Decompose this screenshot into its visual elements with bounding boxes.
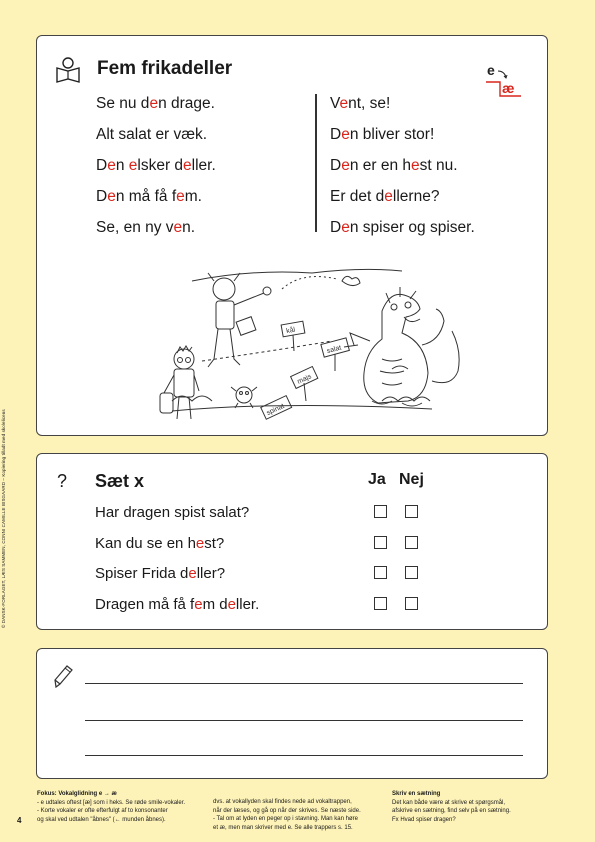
quiz-title: Sæt x [95, 471, 145, 491]
footer-col2-line: dvs. at vokallyden skal findes nede ad vokaltrappen, [213, 799, 352, 805]
highlighted-vowel: e [195, 534, 205, 552]
checkbox-nej[interactable] [405, 536, 418, 549]
quiz-card [36, 453, 548, 630]
question-mark-icon: ? [57, 471, 68, 491]
quiz-question [95, 596, 259, 627]
text-run: n. [182, 219, 196, 236]
reading-line [330, 187, 475, 218]
text-run: Spiser Frida d [95, 565, 189, 582]
text-run: st nu. [419, 157, 458, 174]
highlighted-vowel: e [384, 188, 393, 205]
text-run: n må få f [115, 188, 177, 205]
text-run: V [330, 95, 340, 112]
highlighted-vowel: e [194, 595, 203, 613]
footer-col3-line: Det kan både være at skrive et spørgsmål, [392, 799, 506, 806]
text-run: Se nu d [96, 95, 150, 112]
highlighted-vowel: e [173, 219, 183, 236]
text-run: nt, se! [348, 95, 391, 112]
footer-col1-head: Fokus: Vokalglidning e → æ [37, 791, 117, 797]
footer-col1-line: og skal ved udtalen "åbnes" (← munden åbnes). [37, 816, 166, 823]
text-run: n spiser og spiser. [349, 219, 475, 236]
writing-card [36, 648, 548, 779]
text-run: ller? [196, 565, 226, 582]
text-run: llerne? [392, 188, 440, 205]
column-divider [315, 94, 317, 232]
highlighted-vowel: e [341, 157, 350, 174]
checkbox-nej[interactable] [405, 566, 418, 579]
text-run: Er det d [330, 188, 385, 205]
question-list [95, 504, 259, 626]
text-run: st? [204, 534, 225, 552]
quiz-question [95, 535, 259, 566]
reading-line [330, 94, 475, 125]
highlighted-vowel: e [188, 565, 197, 582]
highlighted-vowel: e [227, 595, 236, 613]
text-run: n [115, 157, 129, 174]
page-number: 4 [17, 816, 22, 825]
footer-col-3 [392, 790, 511, 824]
text-run: m. [184, 188, 202, 205]
ja-header: Ja [368, 471, 386, 488]
footer-col3-head: Skriv en sætning [392, 791, 441, 797]
checkbox-nej[interactable] [405, 505, 418, 518]
vowel-shift-badge [483, 62, 525, 98]
text-run: D [96, 157, 108, 174]
text-run: D [330, 219, 342, 236]
text-run: n drage. [158, 95, 215, 112]
sign-kal: kål [285, 326, 296, 336]
text-run: D [96, 188, 108, 205]
checkbox-ja[interactable] [374, 505, 387, 518]
footer-col-2 [213, 798, 361, 832]
quiz-question [95, 565, 259, 596]
reading-card [36, 35, 548, 436]
highlighted-vowel: e [411, 157, 420, 174]
reading-line [96, 94, 216, 125]
quiz-question [95, 504, 259, 535]
badge-e-text: e [487, 62, 495, 78]
footer-col2-line: et æ, men man skriver med e. Se alle trappers s. 15. [213, 824, 353, 831]
highlighted-vowel: e [341, 126, 350, 143]
text-run: ller. [235, 595, 260, 613]
highlighted-vowel: e [341, 219, 350, 236]
highlighted-vowel: e [183, 157, 192, 174]
highlighted-vowel: e [339, 95, 349, 112]
writing-line-3[interactable] [85, 755, 523, 756]
text-run: n er en h [349, 157, 412, 174]
writing-line-2[interactable] [85, 720, 523, 721]
footer-col1-line: - Korte vokaler er ofte efterfulgt af to konsonanter [37, 808, 168, 814]
text-run: ller. [191, 157, 216, 174]
footer-col3-line: afskrive en sætning, find selv på en sætning. [392, 808, 511, 814]
pencil-icon [52, 663, 74, 689]
footer-col2-line: når der læses, og gå op når der skrives. Se næste side. [213, 807, 361, 814]
sign-salat: salat [326, 344, 343, 356]
text-run: Dragen må få f [95, 595, 195, 613]
nej-header: Nej [399, 471, 424, 488]
text-run: D [330, 126, 342, 143]
sign-majs: majs [296, 373, 313, 386]
text-run: Har dragen spist salat? [95, 504, 250, 521]
footer-col3-line: Fx Hvad spiser dragen? [392, 816, 456, 823]
reading-line [330, 125, 475, 156]
highlighted-vowel: e [107, 157, 116, 174]
reading-line [96, 125, 216, 156]
text-run: lsker d [137, 157, 184, 174]
highlighted-vowel: e [176, 188, 185, 205]
checkbox-nej[interactable] [405, 597, 418, 610]
checkbox-ja[interactable] [374, 536, 387, 549]
highlighted-vowel: e [128, 157, 138, 174]
reading-title: Fem frikadeller [97, 58, 233, 79]
text-run: D [330, 157, 342, 174]
sign-spinat: spinat [265, 402, 286, 418]
copyright-side-text: © DANSK-FORLAGET, LÆS SAMMEN, CONNI CAMILLE BISGAARD – Kopiering tilladt med skolelicens [1, 409, 6, 628]
badge-ae-text: æ [502, 80, 515, 96]
footer-col2-line: - Tal om at lyden en peger op i stavning. Man kan høre [213, 816, 358, 822]
text-run: Alt salat er væk. [96, 126, 208, 143]
footer-col1-line: - e udtales oftest [æ] som i heks. Se røde smile-vokaler. [37, 799, 186, 806]
reading-child-icon [54, 56, 82, 84]
checkbox-ja[interactable] [374, 597, 387, 610]
checkbox-ja[interactable] [374, 566, 387, 579]
text-run: n bliver stor! [349, 126, 435, 143]
dragon-garden-illustration [132, 241, 472, 426]
left-text-column [96, 94, 216, 249]
text-run: m d [202, 595, 228, 613]
reading-line [330, 156, 475, 187]
text-run: Kan du se en h [95, 534, 196, 552]
highlighted-vowel: e [107, 188, 116, 205]
highlighted-vowel: e [149, 95, 159, 112]
footer-col-1 [37, 790, 185, 824]
right-text-column [330, 94, 475, 249]
writing-line-1[interactable] [85, 683, 523, 684]
reading-line [96, 156, 216, 187]
reading-line [96, 187, 216, 218]
text-run: Se, en ny v [96, 219, 174, 236]
